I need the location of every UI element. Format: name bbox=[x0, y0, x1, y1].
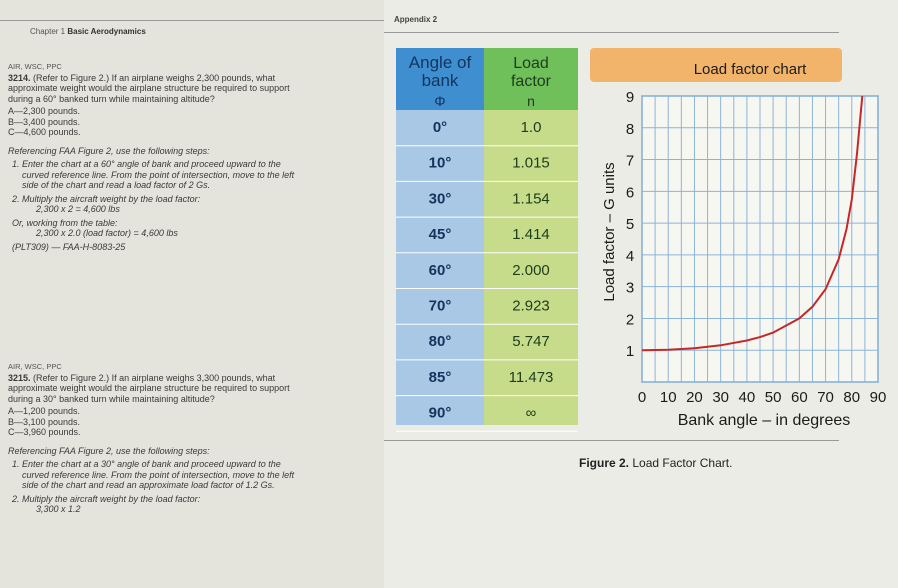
y-tick-label: 5 bbox=[625, 216, 635, 234]
figure-svg bbox=[384, 0, 898, 588]
chapter-header bbox=[30, 27, 146, 36]
chapter-title: Basic Aerodynamics bbox=[67, 27, 146, 36]
chart-grid bbox=[642, 96, 878, 382]
y-tick-label: 6 bbox=[625, 184, 635, 202]
header-rule bbox=[0, 20, 384, 21]
table-cell-factor: 2.923 bbox=[512, 297, 550, 315]
x-tick-label: 10 bbox=[659, 389, 677, 406]
y-tick-label: 1 bbox=[625, 343, 635, 361]
question-number: 3215. bbox=[8, 372, 31, 383]
table-cell-factor: 2.000 bbox=[512, 261, 550, 279]
x-tick-label: 90 bbox=[869, 389, 887, 406]
y-tick-label: 3 bbox=[625, 279, 635, 297]
table-cell-angle: 90° bbox=[428, 404, 452, 422]
x-tick-label: 80 bbox=[843, 389, 861, 406]
table-cell-angle: 0° bbox=[432, 119, 448, 136]
question-text: (Refer to Figure 2.) If an airplane weighs 2,300 pounds, what approximate weight would the airplane structure be required to support during a 60° banked turn while maintaining altitude? bbox=[8, 72, 290, 104]
appendix-label: Appendix 2 bbox=[394, 15, 438, 24]
answer-b: B—3,100 pounds. bbox=[8, 416, 81, 427]
question-3214 bbox=[8, 62, 298, 252]
factor-header-symbol: n bbox=[527, 93, 535, 109]
table-cell-factor: ∞ bbox=[525, 404, 537, 422]
right-page bbox=[384, 0, 898, 588]
y-tick-label: 7 bbox=[625, 152, 635, 170]
x-tick-label: 70 bbox=[817, 389, 834, 406]
answer-c: C—4,600 pounds. bbox=[8, 127, 81, 137]
calc-2: 2,300 x 2.0 (load factor) = 4,600 lbs bbox=[36, 228, 178, 238]
reference-line: Referencing FAA Figure 2, use the following steps: bbox=[8, 445, 210, 456]
table-cell-angle: 30° bbox=[428, 190, 452, 208]
step-1: 1. Enter the chart at a 30° angle of bank and proceed upward to the curved reference line. From the point of intersection, move to the left side of the chart and read an approximate load factor of 1.2 Gs. bbox=[12, 459, 295, 490]
x-axis-ticks bbox=[638, 389, 887, 406]
table-cell-angle: 80° bbox=[428, 333, 452, 351]
angle-header-line1: Angle of bbox=[408, 53, 472, 72]
x-tick-label: 30 bbox=[712, 389, 730, 406]
table-cell-factor: 1.0 bbox=[520, 119, 542, 136]
table-cell-angle: 10° bbox=[428, 154, 452, 172]
y-tick-label: 4 bbox=[625, 247, 635, 265]
table-cell-angle: 85° bbox=[428, 368, 452, 386]
y-tick-label: 2 bbox=[625, 311, 635, 329]
chapter-label: Chapter 1 bbox=[30, 27, 66, 36]
x-tick-label: 40 bbox=[738, 389, 756, 406]
step-2: 2. Multiply the aircraft weight by the load factor: bbox=[12, 193, 201, 204]
y-tick-label: 9 bbox=[625, 89, 635, 106]
factor-header-line1: Load bbox=[513, 55, 549, 72]
factor-header-line2: factor bbox=[510, 73, 552, 90]
load-factor-table bbox=[396, 48, 578, 431]
chart-title: Load factor chart bbox=[693, 61, 807, 78]
y-axis-ticks bbox=[626, 89, 634, 360]
figure-caption-label: Figure 2. bbox=[579, 456, 630, 470]
step-2: 2. Multiply the aircraft weight by the load factor: bbox=[12, 493, 201, 504]
source-line: (PLT309) — FAA-H-8083-25 bbox=[12, 241, 126, 252]
x-tick-label: 0 bbox=[637, 389, 647, 406]
table-cell-factor: 1.015 bbox=[512, 154, 550, 172]
answer-a: A—1,200 pounds. bbox=[8, 406, 81, 416]
left-page bbox=[0, 0, 384, 588]
angle-header-line2: bank bbox=[421, 71, 459, 90]
table-cell-factor: 11.473 bbox=[508, 368, 554, 386]
answer-c: C—3,960 pounds. bbox=[8, 427, 81, 437]
calc-1: 2,300 x 2 = 4,600 lbs bbox=[36, 204, 120, 214]
answer-b: B—3,400 pounds. bbox=[8, 116, 81, 127]
table-cell-angle: 45° bbox=[428, 226, 452, 244]
table-cell-factor: 1.414 bbox=[512, 226, 550, 244]
x-tick-label: 20 bbox=[686, 389, 703, 406]
question-number: 3214. bbox=[8, 72, 31, 83]
reference-line: Referencing FAA Figure 2, use the following steps: bbox=[8, 145, 210, 156]
question-tag: AIR, WSC, PPC bbox=[8, 362, 62, 371]
y-tick-label: 8 bbox=[625, 120, 635, 138]
angle-header-symbol: Φ bbox=[434, 93, 446, 109]
step-1: 1. Enter the chart at a 60° angle of bank and proceed upward to the curved reference line. From the point of intersection, move to the left side of the chart and read a load factor of 2 Gs. bbox=[12, 159, 295, 190]
figure-caption-text: Load Factor Chart. bbox=[632, 456, 733, 470]
y-axis-label: Load factor – G units bbox=[601, 162, 618, 302]
x-axis-label: Bank angle – in degrees bbox=[677, 412, 851, 429]
table-cell-angle: 60° bbox=[428, 261, 452, 279]
question-3215 bbox=[8, 362, 298, 515]
question-tag: AIR, WSC, PPC bbox=[8, 62, 62, 71]
question-text: (Refer to Figure 2.) If an airplane weighs 3,300 pounds, what approximate weight would the airplane structure be required to support during a 30° banked turn while maintaining altitude? bbox=[8, 372, 290, 404]
or-line: Or, working from the table: bbox=[12, 217, 118, 228]
load-factor-chart bbox=[590, 48, 886, 429]
table-cell-angle: 70° bbox=[428, 297, 452, 315]
calc-1: 3,300 x 1.2 bbox=[36, 504, 81, 514]
table-cell-factor: 5.747 bbox=[512, 333, 550, 351]
answer-a: A—2,300 pounds. bbox=[8, 106, 81, 116]
x-tick-label: 50 bbox=[764, 389, 782, 406]
table-cell-factor: 1.154 bbox=[512, 190, 550, 208]
x-tick-label: 60 bbox=[790, 389, 808, 406]
